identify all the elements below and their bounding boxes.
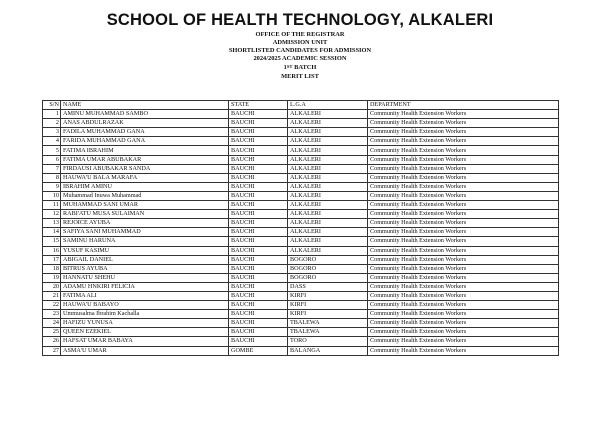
column-header-department: DEPARTMENT (368, 101, 559, 110)
cell-department: Community Health Extension Workers (368, 110, 559, 119)
batch-number: 1 (283, 64, 287, 71)
cell-department: Community Health Extension Workers (368, 237, 559, 246)
cell-name: IBRAHIM AMINU (61, 182, 229, 191)
cell-state: BAUCHI (229, 164, 288, 173)
cell-state: BAUCHI (229, 264, 288, 273)
cell-sn: 16 (43, 246, 61, 255)
cell-lga: ALKALERI (288, 137, 368, 146)
cell-sn: 19 (43, 273, 61, 282)
cell-sn: 23 (43, 310, 61, 319)
cell-department: Community Health Extension Workers (368, 319, 559, 328)
cell-state: BAUCHI (229, 255, 288, 264)
table-row (43, 191, 559, 200)
cell-name: ANAS ABDULRAZAK (61, 119, 229, 128)
cell-department: Community Health Extension Workers (368, 273, 559, 282)
table-row (43, 246, 559, 255)
table-row (43, 291, 559, 300)
cell-state: BAUCHI (229, 282, 288, 291)
table-row (43, 273, 559, 282)
cell-sn: 5 (43, 146, 61, 155)
table-row (43, 201, 559, 210)
cell-sn: 11 (43, 201, 61, 210)
cell-name: HAUWA'U BABAYO (61, 301, 229, 310)
cell-department: Community Health Extension Workers (368, 182, 559, 191)
cell-department: Community Health Extension Workers (368, 282, 559, 291)
table-row (43, 110, 559, 119)
table-row (43, 237, 559, 246)
cell-state: BAUCHI (229, 173, 288, 182)
cell-sn: 10 (43, 191, 61, 200)
table-row (43, 182, 559, 191)
table-row (43, 164, 559, 173)
cell-state: BAUCHI (229, 310, 288, 319)
cell-state: BAUCHI (229, 228, 288, 237)
cell-sn: 9 (43, 182, 61, 191)
table-row (43, 319, 559, 328)
cell-name: BITRUS AYUBA (61, 264, 229, 273)
cell-state: BAUCHI (229, 137, 288, 146)
merit-list-table (42, 100, 559, 356)
cell-name: FADILA MUHAMMAD GANA (61, 128, 229, 137)
cell-sn: 20 (43, 282, 61, 291)
cell-sn: 26 (43, 337, 61, 346)
table-row (43, 173, 559, 182)
table-row (43, 337, 559, 346)
column-header-state: STATE (229, 101, 288, 110)
cell-lga: ALKALERI (288, 182, 368, 191)
cell-sn: 7 (43, 164, 61, 173)
cell-sn: 4 (43, 137, 61, 146)
cell-lga: ALKALERI (288, 246, 368, 255)
cell-name: FATIMA ALI (61, 291, 229, 300)
cell-state: BAUCHI (229, 273, 288, 282)
cell-department: Community Health Extension Workers (368, 210, 559, 219)
institution-title: SCHOOL OF HEALTH TECHNOLOGY, ALKALERI (106, 11, 494, 29)
cell-department: Community Health Extension Workers (368, 337, 559, 346)
cell-sn: 15 (43, 237, 61, 246)
cell-name: ADAMU HNKIRI FELICIA (61, 282, 229, 291)
cell-sn: 17 (43, 255, 61, 264)
cell-name: AMINU MUHAMMAD SAMBO (61, 110, 229, 119)
table-row (43, 219, 559, 228)
cell-state: GOMBE (229, 346, 288, 355)
table-row (43, 255, 559, 264)
cell-state: BAUCHI (229, 219, 288, 228)
cell-sn: 24 (43, 319, 61, 328)
cell-sn: 12 (43, 210, 61, 219)
cell-lga: BOGORO (288, 255, 368, 264)
cell-name: FATIMA UMAR ABUBAKAR (61, 155, 229, 164)
cell-lga: KIRFI (288, 301, 368, 310)
cell-lga: DASS (288, 282, 368, 291)
batch-word: BATCH (294, 64, 317, 71)
cell-name: FIRDAUSI ABUBAKAR SANDA (61, 164, 229, 173)
cell-state: BAUCHI (229, 128, 288, 137)
cell-lga: TORO (288, 337, 368, 346)
column-header-name: NAME (61, 101, 229, 110)
table-row (43, 264, 559, 273)
cell-state: BAUCHI (229, 328, 288, 337)
cell-state: BAUCHI (229, 110, 288, 119)
cell-department: Community Health Extension Workers (368, 291, 559, 300)
cell-department: Community Health Extension Workers (368, 255, 559, 264)
cell-name: HAUWA'U BALA MARAFA (61, 173, 229, 182)
cell-department: Community Health Extension Workers (368, 164, 559, 173)
cell-lga: ALKALERI (288, 155, 368, 164)
cell-lga: BALANGA (288, 346, 368, 355)
cell-department: Community Health Extension Workers (368, 137, 559, 146)
cell-department: Community Health Extension Workers (368, 146, 559, 155)
cell-sn: 22 (43, 301, 61, 310)
cell-state: BAUCHI (229, 146, 288, 155)
cell-lga: ALKALERI (288, 146, 368, 155)
cell-sn: 18 (43, 264, 61, 273)
table-row (43, 137, 559, 146)
unit-heading: ADMISSION UNIT (272, 39, 328, 46)
cell-name: Muhammad Inuwa Muhammad (61, 191, 229, 200)
cell-lga: ALKALERI (288, 119, 368, 128)
cell-name: FATIMA IBRAHIM (61, 146, 229, 155)
session-heading: 2024/2025 ACADEMIC SESSION (253, 55, 347, 62)
table-row (43, 328, 559, 337)
cell-department: Community Health Extension Workers (368, 328, 559, 337)
batch-heading (0, 64, 600, 72)
cell-lga: ALKALERI (288, 228, 368, 237)
table-row (43, 155, 559, 164)
cell-name: FARIDA MUHAMMAD GANA (61, 137, 229, 146)
batch-ordinal: ST (286, 64, 293, 69)
table-row (43, 310, 559, 319)
cell-name: ABIGAIL DANIEL (61, 255, 229, 264)
cell-sn: 1 (43, 110, 61, 119)
table-header-row (43, 101, 559, 110)
shortlist-heading: SHORTLISTED CANDIDATES FOR ADMISSION (228, 47, 372, 54)
cell-state: BAUCHI (229, 337, 288, 346)
cell-name: ASMA'U UMAR (61, 346, 229, 355)
cell-name: YUSUF KASIMU (61, 246, 229, 255)
cell-department: Community Health Extension Workers (368, 301, 559, 310)
cell-lga: ALKALERI (288, 110, 368, 119)
cell-sn: 25 (43, 328, 61, 337)
cell-department: Community Health Extension Workers (368, 246, 559, 255)
cell-name: QUEEN EZEKIEL (61, 328, 229, 337)
cell-sn: 14 (43, 228, 61, 237)
cell-state: BAUCHI (229, 201, 288, 210)
cell-name: Ummusalma Ibrahim Kachalla (61, 310, 229, 319)
cell-lga: BOGORO (288, 264, 368, 273)
cell-name: REJOICE AYUBA (61, 219, 229, 228)
column-header-sn: S/N (43, 101, 61, 110)
cell-name: HANNATU SHEHU (61, 273, 229, 282)
table-row (43, 128, 559, 137)
cell-department: Community Health Extension Workers (368, 191, 559, 200)
cell-department: Community Health Extension Workers (368, 173, 559, 182)
cell-lga: ALKALERI (288, 164, 368, 173)
cell-sn: 3 (43, 128, 61, 137)
cell-name: HAFSAT UMAR BABAYA (61, 337, 229, 346)
cell-state: BAUCHI (229, 237, 288, 246)
cell-lga: ALKALERI (288, 210, 368, 219)
office-heading: OFFICE OF THE REGISTRAR (255, 31, 345, 38)
cell-sn: 8 (43, 173, 61, 182)
cell-sn: 27 (43, 346, 61, 355)
cell-name: SAMINU HARUNA (61, 237, 229, 246)
table-row (43, 228, 559, 237)
cell-sn: 2 (43, 119, 61, 128)
cell-state: BAUCHI (229, 246, 288, 255)
cell-lga: ALKALERI (288, 219, 368, 228)
table-row (43, 282, 559, 291)
cell-department: Community Health Extension Workers (368, 310, 559, 319)
cell-name: SAFIYA SANI MUHAMMAD (61, 228, 229, 237)
cell-state: BAUCHI (229, 119, 288, 128)
cell-state: BAUCHI (229, 210, 288, 219)
cell-department: Community Health Extension Workers (368, 201, 559, 210)
cell-department: Community Health Extension Workers (368, 119, 559, 128)
cell-lga: TBALEWA (288, 319, 368, 328)
table-row (43, 346, 559, 355)
table-row (43, 146, 559, 155)
cell-department: Community Health Extension Workers (368, 128, 559, 137)
cell-state: BAUCHI (229, 182, 288, 191)
cell-sn: 13 (43, 219, 61, 228)
cell-lga: ALKALERI (288, 128, 368, 137)
cell-name: RABI'ATU MUSA SULAIMAN (61, 210, 229, 219)
cell-state: BAUCHI (229, 319, 288, 328)
cell-state: BAUCHI (229, 301, 288, 310)
table-row (43, 210, 559, 219)
cell-department: Community Health Extension Workers (368, 346, 559, 355)
cell-sn: 6 (43, 155, 61, 164)
cell-lga: KIRFI (288, 310, 368, 319)
cell-lga: ALKALERI (288, 173, 368, 182)
cell-lga: ALKALERI (288, 191, 368, 200)
cell-lga: ALKALERI (288, 201, 368, 210)
table-row (43, 301, 559, 310)
cell-name: HAFIZU YUNUSA (61, 319, 229, 328)
cell-name: MUHAMMAD SANI UMAR (61, 201, 229, 210)
cell-lga: KIRFI (288, 291, 368, 300)
cell-department: Community Health Extension Workers (368, 155, 559, 164)
cell-lga: TBALEWA (288, 328, 368, 337)
cell-state: BAUCHI (229, 191, 288, 200)
merit-list-heading: MERIT LIST (281, 73, 319, 80)
column-header-lga: L.G.A (288, 101, 368, 110)
table-row (43, 119, 559, 128)
cell-lga: BOGORO (288, 273, 368, 282)
cell-lga: ALKALERI (288, 237, 368, 246)
cell-state: BAUCHI (229, 291, 288, 300)
cell-department: Community Health Extension Workers (368, 264, 559, 273)
cell-state: BAUCHI (229, 155, 288, 164)
cell-department: Community Health Extension Workers (368, 228, 559, 237)
cell-department: Community Health Extension Workers (368, 219, 559, 228)
cell-sn: 21 (43, 291, 61, 300)
